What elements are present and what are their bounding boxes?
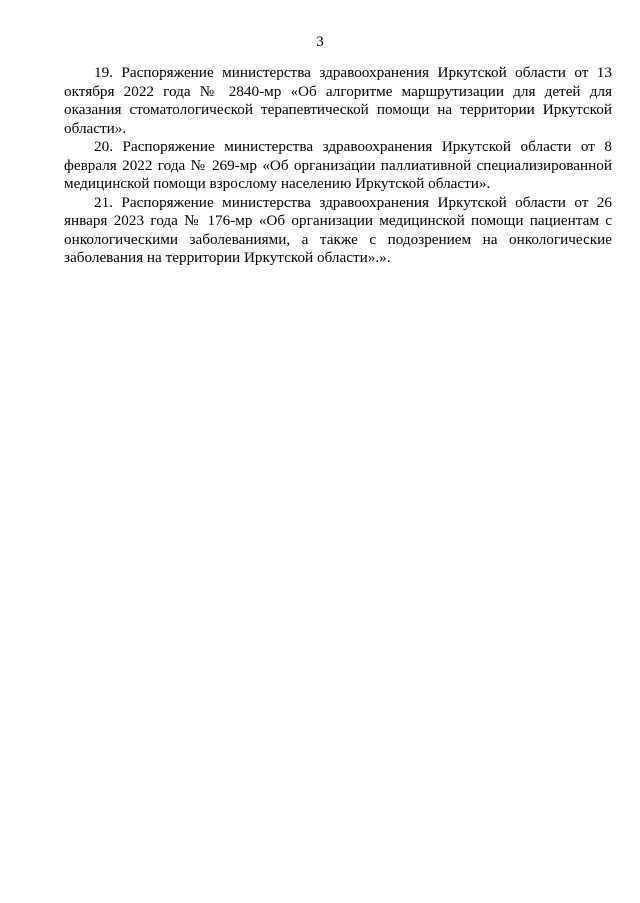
document-body — [64, 64, 612, 268]
list-item-21: 21. Распоряжение министерства здравоохранения Иркутской области от 26 января 2023 года № 176-мр «Об организации медицинской помощи пациентам с онкологическими заболеваниями, а также с подозрением на онкологические заболевания на территории Иркутской области».». — [64, 193, 612, 266]
list-item-20: 20. Распоряжение министерства здравоохранения Иркутской области от 8 февраля 2022 года № 269-мр «Об организации паллиативной специализированной медицинской помощи взрослому населению Иркутской области». — [64, 138, 612, 192]
page-number: 3 — [316, 34, 324, 50]
list-item-19: 19. Распоряжение министерства здравоохранения Иркутской области от 13 октября 2022 года № 2840-мр «Об алгоритме маршрутизации для детей для оказания стоматологической терапевтической помощи на территории Иркутской области». — [64, 64, 612, 137]
